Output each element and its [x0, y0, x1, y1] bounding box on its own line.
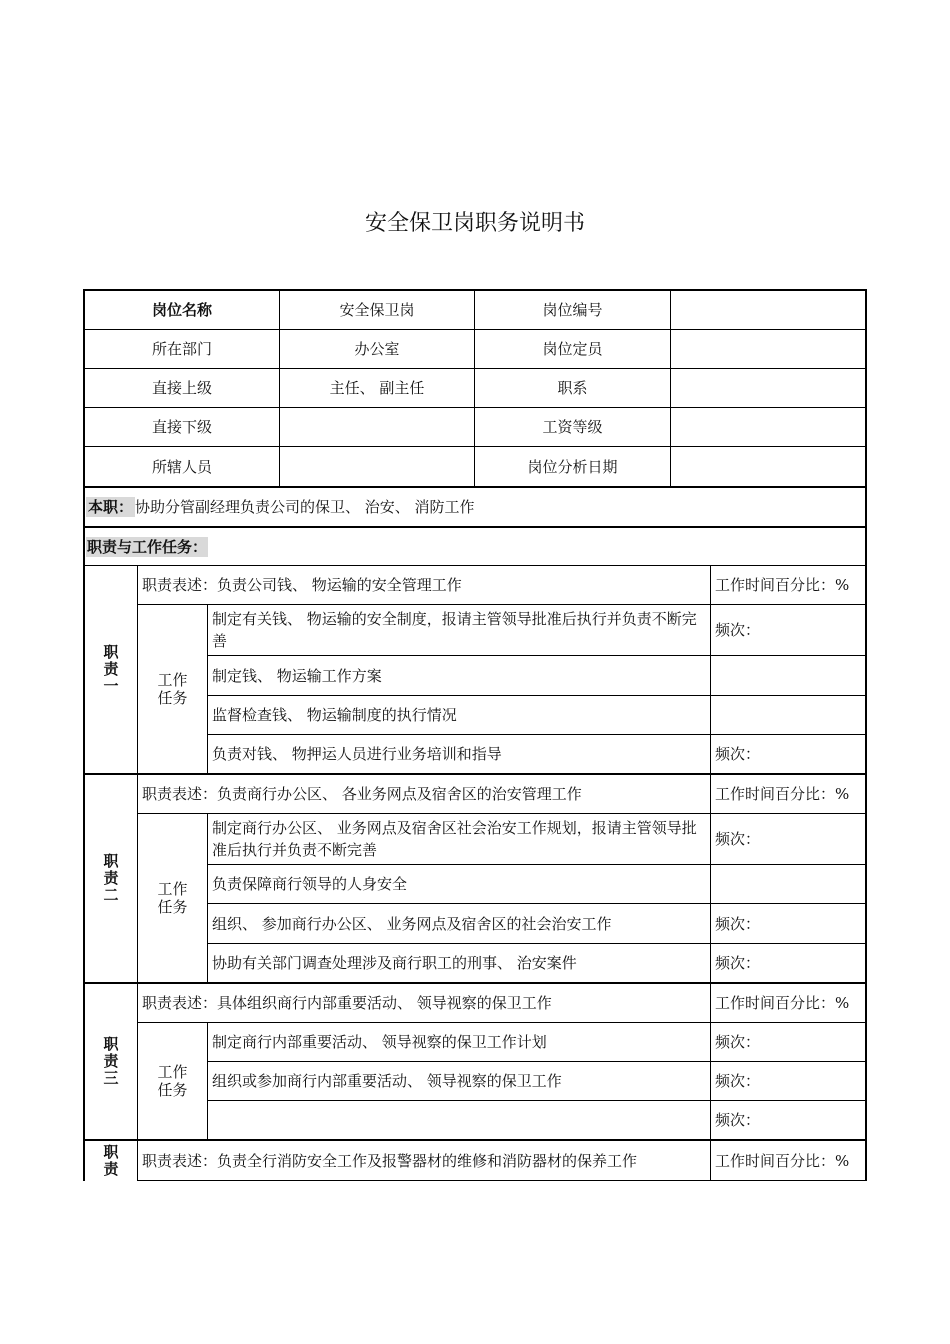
duty-2-task-label: 工作 任务 [157, 880, 188, 916]
label-department: 所在部门 [151, 340, 212, 358]
duty-2-label: 职 责 二 [103, 852, 119, 904]
duty-2-task-1: 制定商行办公区、 业务网点及宿舍区社会治安工作规划，报请主管领导批准后执行并负责不断完善 [212, 819, 697, 859]
duty-3-task-1-freq: 频次： [715, 1033, 761, 1051]
value-staff-managed [280, 447, 474, 486]
duty-2-task-4: 协助有关部门调查处理涉及商行职工的刑事、 治安案件 [212, 954, 577, 972]
duty-4-label: 职 责 [103, 1143, 119, 1178]
duty-2-task-2: 负责保障商行领导的人身安全 [212, 875, 408, 893]
value-position-name: 安全保卫岗 [339, 301, 415, 319]
core-duty-row [85, 488, 865, 526]
duty-1-task-4-freq: 频次： [715, 745, 761, 763]
section-header-row [85, 528, 865, 565]
value-analysis-date [671, 447, 865, 486]
duty-3-task-label: 工作 任务 [157, 1063, 188, 1099]
value-salary-grade [671, 408, 865, 446]
duty-3-task-3-freq: 频次： [715, 1111, 761, 1129]
duty-2-task-3: 组织、 参加商行办公区、 业务网点及宿舍区的社会治安工作 [212, 914, 612, 933]
duty-1-task-2-freq [711, 656, 865, 695]
duty-1-pct: 工作时间百分比：% [715, 576, 850, 594]
duty-1-task-3-freq [711, 696, 865, 734]
duty-3-desc: 职责表述：具体组织商行内部重要活动、 领导视察的保卫工作 [142, 994, 552, 1012]
duty-3-task-3 [208, 1101, 710, 1139]
value-job-family [671, 369, 865, 407]
label-staff-managed: 所辖人员 [151, 457, 212, 476]
duty-4-pct: 工作时间百分比：% [715, 1151, 850, 1170]
label-analysis-date: 岗位分析日期 [527, 457, 618, 476]
duty-2-task-3-freq: 频次： [715, 914, 761, 933]
value-position-code [671, 291, 865, 329]
label-direct-superior: 直接上级 [151, 379, 212, 397]
duty-3-pct: 工作时间百分比：% [715, 994, 850, 1012]
duty-1-task-1-freq: 频次： [715, 621, 761, 639]
core-duty-text: 协助分管副经理负责公司的保卫、 治安、 消防工作 [135, 498, 475, 516]
core-duty-label: 本职： [88, 498, 134, 516]
duty-1-task-2: 制定钱、 物运输工作方案 [212, 666, 382, 685]
duty-1-task-label: 工作 任务 [157, 671, 188, 707]
label-position-code: 岗位编号 [542, 301, 603, 319]
duty-3-task-1: 制定商行内部重要活动、 领导视察的保卫工作计划 [212, 1033, 547, 1051]
label-job-family: 职系 [557, 379, 588, 397]
value-direct-superior: 主任、 副主任 [329, 379, 425, 397]
value-direct-subordinate [280, 408, 474, 446]
duty-2-pct: 工作时间百分比：% [715, 785, 850, 803]
duty-2-task-2-freq [711, 865, 865, 903]
label-position-name: 岗位名称 [151, 301, 212, 319]
duty-3-task-2: 组织或参加商行内部重要活动、 领导视察的保卫工作 [212, 1072, 562, 1090]
duty-4-desc: 职责表述：负责全行消防安全工作及报警器材的维修和消防器材的保养工作 [142, 1151, 638, 1170]
value-department: 办公室 [354, 340, 400, 358]
section-title: 职责与工作任务： [87, 537, 208, 556]
duty-2-desc: 职责表述：负责商行办公区、 各业务网点及宿舍区的治安管理工作 [142, 785, 582, 803]
duty-2-task-4-freq: 频次： [715, 954, 761, 972]
label-salary-grade: 工资等级 [542, 418, 603, 436]
duty-1-desc: 职责表述：负责公司钱、 物运输的安全管理工作 [142, 576, 462, 594]
duty-3-task-2-freq: 频次： [715, 1072, 761, 1090]
duty-1-task-4: 负责对钱、 物押运人员进行业务培训和指导 [212, 745, 502, 763]
duty-1-label: 职 责 一 [103, 643, 119, 695]
label-headcount: 岗位定员 [542, 340, 603, 358]
duty-1-task-1: 制定有关钱、 物运输的安全制度，报请主管领导批准后执行并负责不断完善 [212, 610, 697, 650]
page-title: 安全保卫岗职务说明书 [364, 211, 585, 236]
value-headcount [671, 330, 865, 368]
duty-3-label: 职 责 三 [103, 1035, 119, 1087]
label-direct-subordinate: 直接下级 [151, 418, 212, 436]
duty-1-task-3: 监督检查钱、 物运输制度的执行情况 [212, 706, 457, 724]
duty-2-task-1-freq: 频次： [715, 830, 761, 848]
